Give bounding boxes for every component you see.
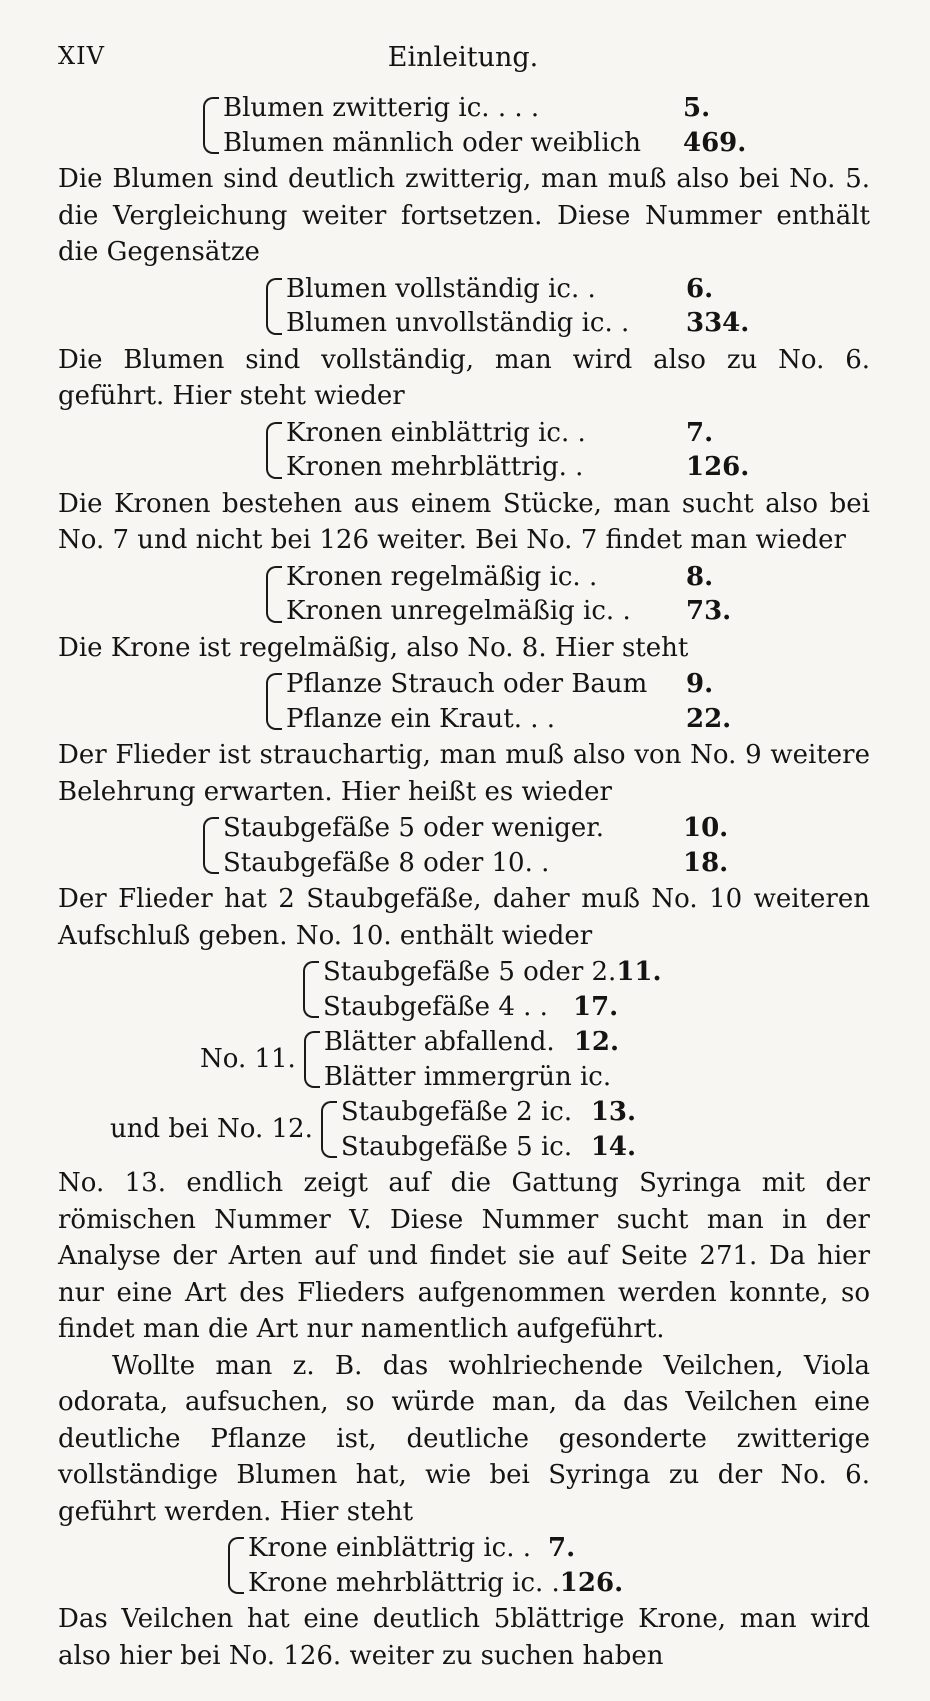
brace-icon	[203, 97, 219, 154]
key-entry-text: Pflanze ein Kraut. . .	[286, 703, 556, 734]
key-table-row	[248, 1531, 623, 1566]
key-table-rows	[324, 1025, 619, 1094]
brace-icon	[228, 1537, 244, 1594]
key-table	[58, 1531, 870, 1600]
key-entry-number: 7.	[686, 417, 714, 448]
key-table-row	[286, 450, 749, 485]
paragraph: No. 13. endlich zeigt auf die Gattung Syringa mit der römischen Nummer V. Diese Nummer sucht man in der Analyse der Arten auf und findet sie auf Seite 271. Da hier nur eine Art des Flieders aufgenommen werden konnte, so findet man die Art nur namentlich aufgeführt.	[58, 1168, 870, 1344]
key-table-row	[223, 91, 746, 126]
paragraph: Die Blumen sind deutlich zwitterig, man muß also bei No. 5. die Vergleichung weiter fortsetzen. Diese Nummer enthält die Gegensätze	[58, 164, 870, 267]
key-entry-text: Staubgefäße 2 ic.	[340, 1097, 573, 1127]
key-entry-number: 12.	[573, 1027, 620, 1057]
key-entry-number: 22.	[686, 703, 732, 734]
key-table-rows	[286, 272, 749, 341]
key-entry-text: Blumen zwitterig ic. . . .	[223, 93, 540, 123]
key-table	[58, 811, 870, 880]
key-table-row	[223, 811, 728, 846]
paragraph: Die Krone ist regelmäßig, also No. 8. Hier steht	[58, 632, 689, 663]
key-entry-text: Kronen unregelmäßig ic. .	[286, 596, 631, 626]
key-entry-text: Staubgefäße 5 ic.	[340, 1131, 573, 1162]
key-table	[58, 1025, 870, 1094]
key-entry-number: 10.	[683, 813, 729, 843]
key-entry-number: 126.	[686, 452, 750, 482]
key-table	[58, 91, 870, 160]
key-table-row	[324, 1060, 619, 1095]
paragraph: Wollte man z. B. das wohlriechende Veilchen, Viola odorata, aufsuchen, so würde man, da das Veilchen eine deutliche Pflanze ist, deutliche gesonderte zwitterige vollständige Blumen hat, wie bei Syringa zu der No. 6. geführt werden. Hier steht	[58, 1350, 870, 1527]
key-table-row	[341, 1095, 636, 1130]
key-entry-text: Blumen männlich oder weiblich	[223, 127, 641, 158]
key-table-row	[286, 667, 731, 702]
key-table-row	[286, 594, 731, 629]
key-entry-number: 14.	[590, 1131, 637, 1162]
key-entry-number: 11.	[616, 957, 662, 987]
brace-icon	[304, 1031, 320, 1088]
key-table-label: No. 11.	[200, 1044, 296, 1075]
key-entry-number: 18.	[683, 847, 729, 878]
key-table-row	[286, 272, 749, 307]
key-table	[58, 272, 870, 341]
brace-icon	[266, 422, 282, 479]
key-entry-number: 469.	[683, 127, 747, 158]
key-table	[58, 667, 870, 736]
key-entry-text: Kronen regelmäßig ic. .	[286, 561, 598, 592]
key-entry-text: Kronen einblättrig ic. .	[286, 417, 586, 448]
key-entry-text: Blätter abfallend.	[323, 1027, 555, 1057]
key-entry-number: 5.	[683, 93, 711, 123]
key-entry-number: 126.	[559, 1567, 624, 1598]
key-entry-text: Krone einblättrig ic. .	[248, 1533, 532, 1563]
key-entry-text: Staubgefäße 5 oder weniger.	[223, 813, 605, 843]
key-table-row	[323, 955, 662, 990]
key-entry-number: 8.	[686, 561, 714, 592]
key-table-row	[323, 990, 662, 1025]
key-table-rows	[323, 955, 662, 1024]
key-entry-number: 73.	[686, 596, 732, 626]
key-table-row	[223, 846, 728, 881]
brace-icon	[266, 673, 282, 730]
key-entry-number: 7.	[548, 1533, 576, 1563]
brace-icon	[266, 566, 282, 623]
key-table-rows	[248, 1531, 623, 1600]
key-entry-text: Staubgefäße 8 oder 10. .	[223, 847, 550, 878]
key-table-row	[286, 416, 749, 451]
key-table-rows	[223, 91, 746, 160]
key-entry-text: Kronen mehrblättrig. .	[286, 452, 584, 482]
paragraph: Der Flieder ist strauchartig, man muß also von No. 9 weitere Belehrung erwarten. Hier heißt es wieder	[58, 740, 870, 807]
key-table	[58, 560, 870, 629]
key-entry-number: 13.	[590, 1097, 637, 1127]
key-entry-number: 9.	[686, 669, 714, 699]
key-table-row	[286, 560, 731, 595]
key-entry-number: 334.	[686, 308, 750, 338]
key-table-row	[286, 306, 749, 341]
brace-icon	[266, 278, 282, 335]
key-table-row	[324, 1025, 619, 1060]
key-entry-text: Blumen unvollständig ic. .	[286, 308, 630, 338]
key-table	[58, 955, 870, 1024]
key-entry-text: Blumen vollständig ic. .	[286, 273, 596, 304]
page-header	[58, 42, 868, 78]
key-table-row	[286, 702, 731, 737]
key-table-row	[248, 1566, 623, 1601]
key-table-rows	[286, 667, 731, 736]
key-table-rows	[341, 1095, 636, 1164]
key-entry-text: Pflanze Strauch oder Baum	[286, 669, 648, 699]
brace-icon	[203, 817, 219, 874]
key-table	[58, 1095, 870, 1164]
brace-icon	[303, 961, 319, 1018]
key-table-rows	[286, 416, 749, 485]
page-number: XIV	[58, 42, 105, 70]
key-entry-text: Staubgefäße 5 oder 2.	[323, 957, 617, 987]
key-table-row	[223, 126, 746, 161]
key-table-rows	[223, 811, 728, 880]
key-table-row	[341, 1130, 636, 1165]
key-entry-text: Krone mehrblättrig ic. .	[248, 1567, 560, 1598]
paragraph: Die Kronen bestehen aus einem Stücke, man sucht also bei No. 7 und nicht bei 126 weiter. Bei No. 7 findet man wieder	[58, 488, 870, 555]
key-entry-text: Blätter immergrün ic.	[323, 1061, 612, 1092]
running-title: Einleitung.	[387, 42, 539, 73]
paragraph: Das Veilchen hat eine deutlich 5blättrige Krone, man wird also hier bei No. 126. weiter zu suchen haben	[58, 1604, 870, 1671]
key-table	[58, 416, 870, 485]
paragraph: Die Blumen sind vollständig, man wird also zu No. 6. geführt. Hier steht wieder	[58, 344, 870, 411]
key-table-rows	[286, 560, 731, 629]
brace-icon	[321, 1101, 337, 1158]
key-table-label: und bei No. 12.	[110, 1114, 313, 1145]
paragraph: Der Flieder hat 2 Staubgefäße, daher muß No. 10 weiteren Aufschluß geben. No. 10. enthält wieder	[58, 884, 870, 951]
page-body	[58, 90, 870, 1674]
key-entry-text: Staubgefäße 4 . .	[323, 991, 548, 1022]
key-entry-number: 6.	[686, 273, 714, 304]
key-entry-number: 17.	[573, 991, 619, 1022]
